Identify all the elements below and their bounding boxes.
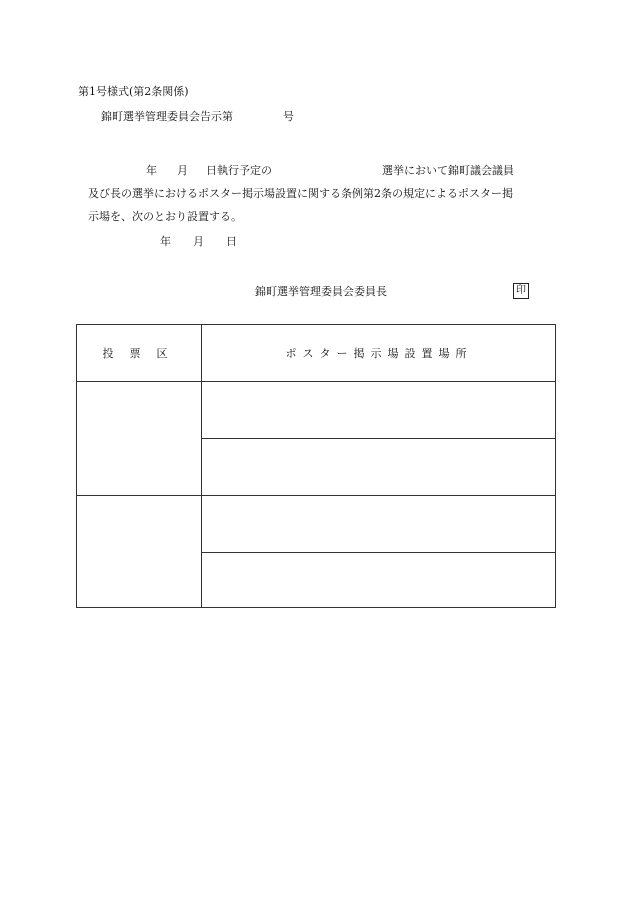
date-line <box>160 235 237 249</box>
notice-suffix: 号 <box>283 110 294 123</box>
signer-title: 錦町選挙管理委員会委員長 <box>255 285 387 298</box>
body-month: 月 <box>177 164 188 177</box>
notice-line <box>101 110 294 124</box>
body-row-3: 示場を、次のとおり設置する。 <box>88 210 242 223</box>
body-year: 年 <box>146 164 157 177</box>
body-row-2: 及び長の選挙におけるポスター掲示場設置に関する条例第2条の規定によるポスター掲 <box>88 187 513 200</box>
body-row-1 <box>88 159 558 182</box>
form-number: 第1号様式(第2条関係) <box>78 85 189 98</box>
district-cell-2[interactable] <box>77 496 201 608</box>
date-day: 日 <box>226 235 237 248</box>
location-cell-4[interactable] <box>202 553 556 608</box>
notice-prefix: 錦町選挙管理委員会告示第 <box>101 110 233 123</box>
date-year: 年 <box>160 235 171 248</box>
location-cell-3[interactable] <box>202 496 556 552</box>
location-cell-2[interactable] <box>202 439 556 495</box>
district-cell-1[interactable] <box>77 382 201 495</box>
body-line1-end: 選挙において錦町議会議員 <box>382 164 514 177</box>
header-location: ポスター掲示場設置場所 <box>285 347 473 360</box>
seal-stamp: 印 <box>513 283 529 299</box>
body-paragraph <box>88 159 558 228</box>
date-month: 月 <box>193 235 204 248</box>
body-day-exec: 日執行予定の <box>206 164 272 177</box>
location-cell-1[interactable] <box>202 382 556 438</box>
poster-location-table <box>76 324 556 608</box>
header-district: 投票区 <box>102 347 184 360</box>
